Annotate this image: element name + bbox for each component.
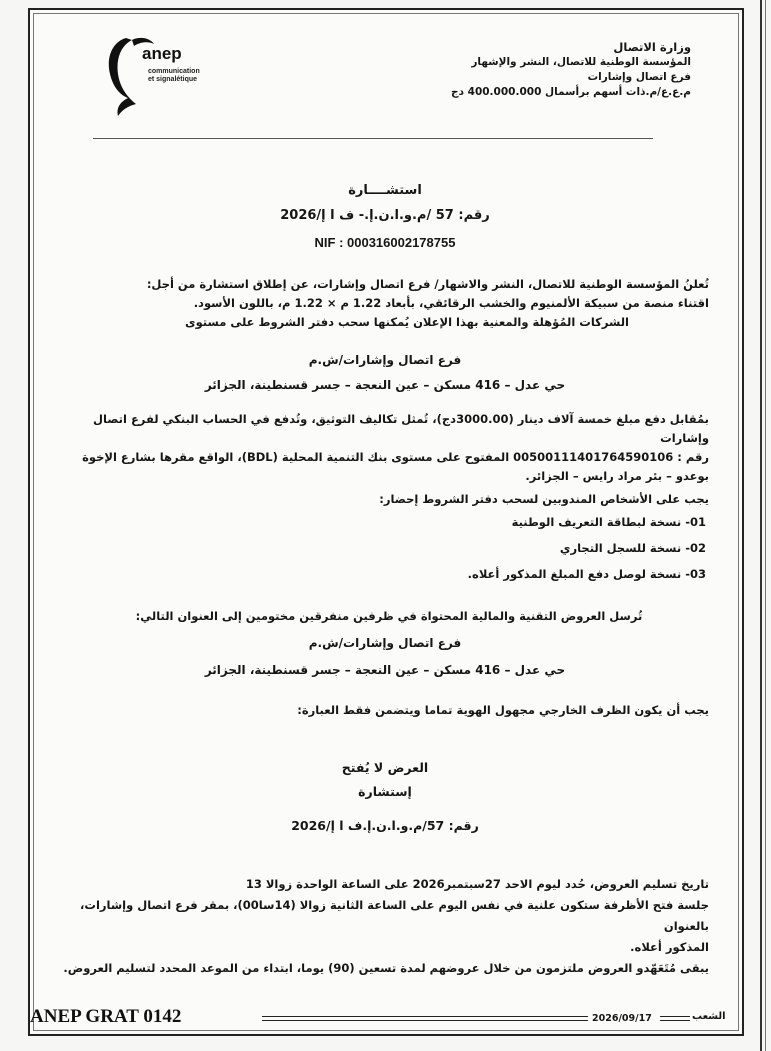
persons-intro: يجب على الأشخاص المندوبين لسحب دفتر الشروط إحضار: [379,492,709,506]
send-intro: تُرسل العروض التقنية والمالية المحتواة في ظرفين منفرقين مختومين إلى العنوان التالي: [135,609,643,623]
envelope-text-line: إستشارة [358,784,412,799]
publication-date: 2026/09/17 [592,1013,652,1024]
send-branch: فرع اتصال وإشارات/ش.م [308,636,462,650]
closing-line: جلسة فتح الأظرفة ستكون علنية في نفس اليوم على الساعة الثانية زوالا (14سا00)، بمقر فرع اتصال وإشارات، بالعنوان [80,898,709,933]
closing-paragraph [49,874,709,979]
anep-code: ANEP GRAT 0142 [30,1006,182,1027]
intro-line: تُعلنُ المؤسسة الوطنية للاتصال، النشر والاشهار/ فرع اتصال وإشارات، عن إطلاق استشارة من أجل: [146,277,709,291]
requirement-item: 02- نسخة للسجل التجاري [559,541,706,555]
payment-paragraph [49,410,709,486]
page-edge-rule-inner [765,0,766,1051]
page-edge-rule [760,0,762,1051]
closing-line: المذكور أعلاه. [630,940,709,954]
header-divider [93,138,653,139]
org-line: م.ع.ع/م.ذات أسهم برأسمال 400.000.000 دج [451,86,691,98]
branch-name: فرع اتصال وإشارات/ش.م [308,353,462,367]
footer-rule-left [262,1016,588,1021]
org-line: وزارة الاتصال [613,40,691,54]
logo-wordmark: anep [142,44,182,63]
envelope-text-line: العرض لا يُفتح [341,760,429,775]
newspaper-name: الشعب [692,1011,726,1022]
send-address: حي عدل – 416 مسكن – عين النعجة – جسر قسنطينة، الجزائر [204,663,566,677]
nif-number: NIF : 000316002178755 [314,235,456,250]
envelope-note: يجب أن يكون الظرف الخارجي مجهول الهوية تماما ويتضمن فقط العبارة: [297,703,709,717]
envelope-number: رقم: 57/م.و.ا.ن.إ.ف ا إ/2026 [291,818,479,833]
payment-line: رقم : 00500111401764590106 المفتوح على مستوى بنك التنمية المحلية (BDL)، الواقع مقرها بشارع الإخوة [82,450,709,464]
branch-address: حي عدل – 416 مسكن – عين النعجة – جسر قسنطينة، الجزائر [204,378,566,392]
org-line: المؤسسة الوطنية للاتصال، النشر والإشهار [471,56,691,68]
notice-number: رقم: 57 /م.و.ا.ن.إ.- ف ا إ/2026 [280,208,490,223]
logo-subtitle: communication et signalétique [148,68,200,83]
intro-line: الشركات المُؤهلة والمعنية بهذا الإعلان يُمكنها سحب دفتر الشروط على مستوى [185,315,629,329]
footer-rule-right [660,1016,690,1021]
closing-line: يبقى مُتَعَهّدو العروض ملتزمون من خلال عروضهم لمدة تسعين (90) يوما، ابتداء من الموعد المحدد لتسليم العروض. [63,961,709,975]
intro-paragraph [59,275,709,332]
closing-line: تاريخ تسليم العروض، حُدد ليوم الاحد 27سبتمبر2026 على الساعة الواحدة زوالا 13 [245,877,709,891]
payment-line: بمُقابل دفع مبلغ خمسة آلاف دينار (3000.00دج)، تُمثل تكاليف التوثيق، وتُدفع في الحساب البنكي لفرع اتصال وإشارات [93,412,709,445]
payment-line: بوعدو – بئر مراد رايس – الجزائر. [525,469,709,483]
organisation-header [361,40,691,100]
requirement-item: 01- نسخة لبطاقة التعريف الوطنية [511,515,706,529]
requirement-item: 03- نسخة لوصل دفع المبلغ المذكور أعلاه. [467,567,706,581]
footer-date-line [592,1013,652,1024]
notice-heading: استشــــارة [348,183,422,198]
org-line: فرع اتصال وإشارات [587,71,691,83]
intro-line: اقتناء منصة من سبيكة الألمنيوم والخشب الرقائقي، بأبعاد 1.22 م × 1.22 م، باللون الأسود. [193,296,709,310]
anep-logo [98,32,228,124]
